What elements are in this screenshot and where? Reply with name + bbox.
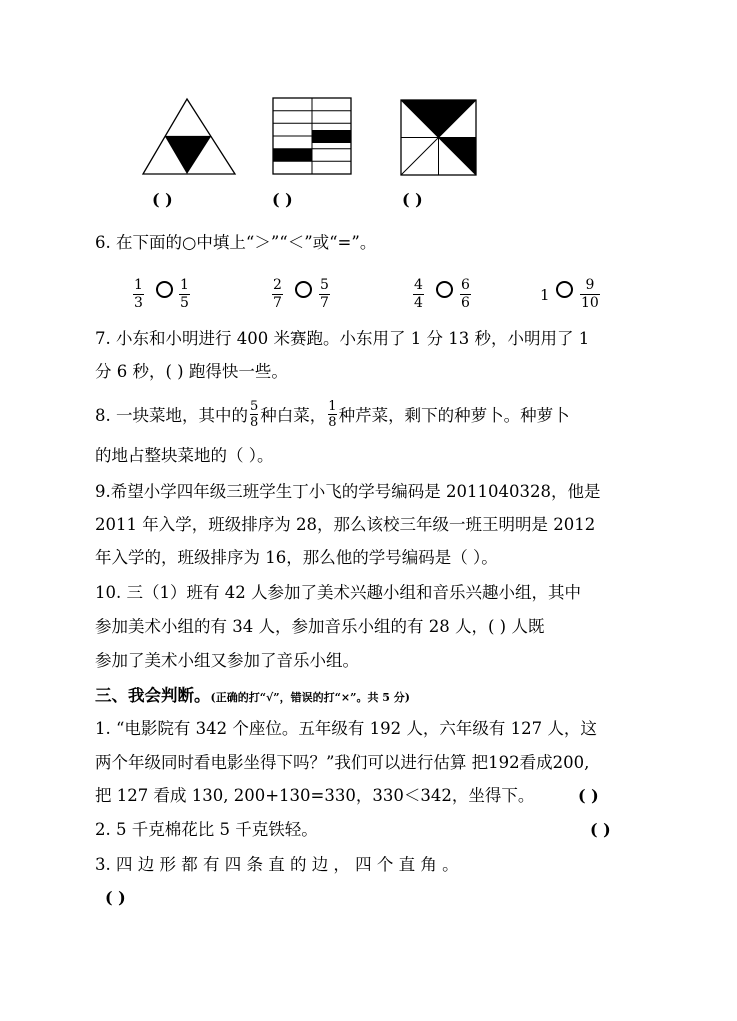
q10-line3: 参加了美术小组又参加了音乐小组。: [95, 651, 359, 670]
q6-4-right-fraction: 9 10: [581, 277, 599, 311]
compare-circle[interactable]: [156, 281, 173, 298]
q9-line2: 2011 年入学，班级排序为 28，那么该校三年级一班王明明是 2012: [95, 515, 596, 534]
q6-3-right-fraction: 6 6: [461, 277, 470, 311]
compare-circle[interactable]: [436, 281, 453, 298]
q10-line1: 10. 三（1）班有 42 人参加了美术兴趣小组和音乐兴趣小组，其中: [95, 583, 581, 602]
q6-text: 6. 在下面的○中填上“＞”“＜”或“=”。: [95, 233, 377, 252]
j3-text: 3. 四 边 形 都 有 四 条 直 的 边 ， 四 个 直 角 。: [95, 855, 459, 874]
q6-2-left-fraction: 2 7: [273, 277, 282, 311]
triangle-answer-blank: ( ): [152, 190, 173, 209]
compare-circle[interactable]: [556, 281, 573, 298]
q7-line1: 7. 小东和小明进行 400 米赛跑。小东用了 1 分 13 秒，小明用了 1: [95, 329, 590, 348]
square-answer-blank: ( ): [402, 190, 423, 209]
section3-heading: 三、我会判断。(正确的打“√”，错误的打“×”。共 5 分): [95, 686, 410, 705]
q6-1-left-fraction: 1 3: [134, 277, 143, 311]
q8-line1: 8. 一块菜地，其中的 $\frac{5}{8}$ 种白菜， $\frac{1}{8}$ 种芹菜，剩下的种萝卜。种萝卜: [95, 399, 570, 430]
compare-circle[interactable]: [295, 281, 312, 298]
j1-line3: 把 127 看成 130, 200+130=330，330＜342，坐得下。: [95, 786, 535, 805]
j2-answer-blank[interactable]: ( ): [590, 820, 611, 839]
j1-line1: 1. “电影院有 342 个座位。五年级有 192 人，六年级有 127 人，这: [95, 719, 597, 738]
square-figure: [400, 99, 478, 177]
q8-line2: 的地占整块菜地的（ ）。: [95, 446, 274, 465]
q9-line1: 9.希望小学四年级三班学生丁小飞的学号编码是 2011040328，他是: [95, 482, 601, 501]
rectangle-grid-figure: [272, 97, 354, 177]
j3-answer-blank[interactable]: ( ): [105, 888, 126, 907]
j2-text: 2. 5 千克棉花比 5 千克铁轻。: [95, 820, 318, 839]
q6-2-right-fraction: 5 7: [320, 277, 329, 311]
q9-line3: 年入学的，班级排序为 16，那么他的学号编码是（ ）。: [95, 548, 498, 567]
triangle-figure: [140, 95, 240, 177]
j1-line2: 两个年级同时看电影坐得下吗？”我们可以进行估算 把192看成200,: [95, 753, 590, 772]
q6-1-right-fraction: 1 5: [180, 277, 189, 311]
j1-answer-blank[interactable]: ( ): [578, 786, 599, 805]
grid-answer-blank: ( ): [272, 190, 293, 209]
q6-3-left-fraction: 4 4: [414, 277, 423, 311]
q7-line2: 分 6 秒，( ) 跑得快一些。: [95, 362, 288, 381]
q6-4-whole-number: 1: [540, 286, 550, 304]
q10-line2: 参加美术小组的有 34 人，参加音乐小组的有 28 人，( ) 人既: [95, 617, 545, 636]
